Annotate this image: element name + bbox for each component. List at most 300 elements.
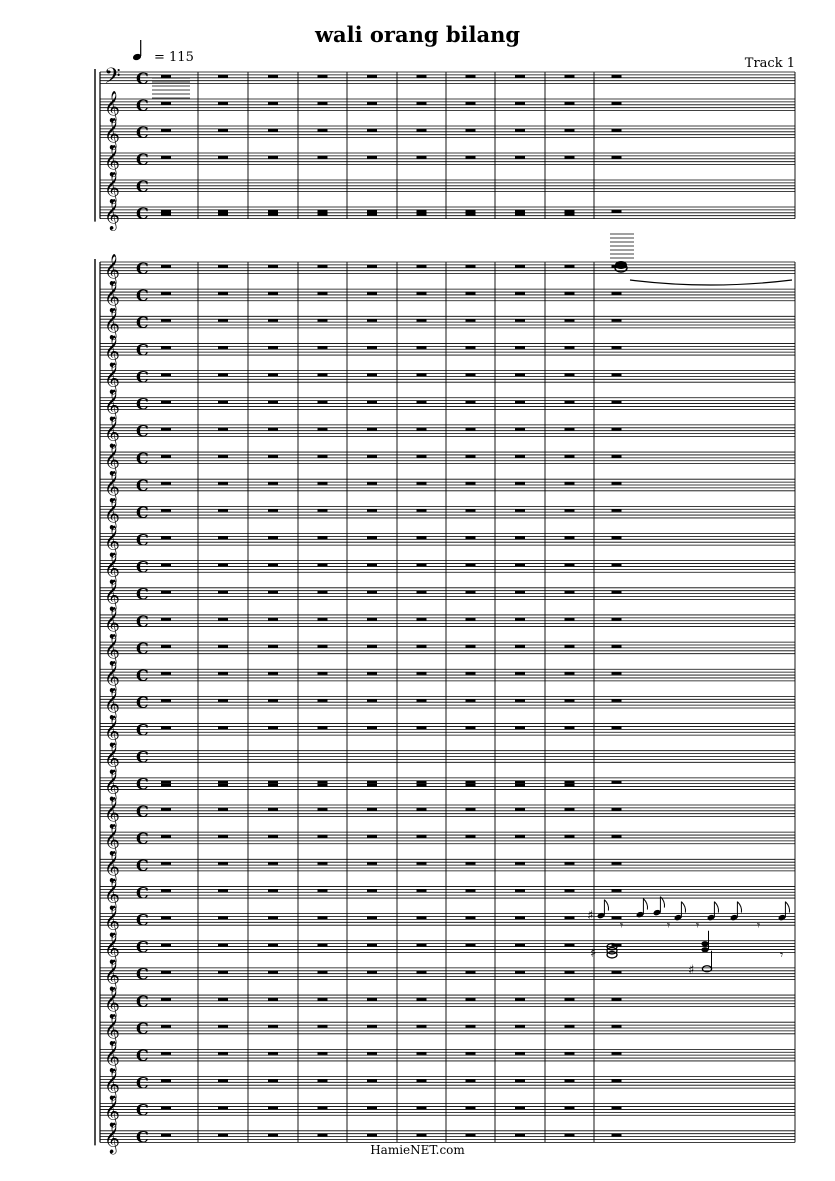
whole-rest <box>612 1106 622 1109</box>
treble-clef-icon: 𝄞 <box>104 253 120 285</box>
whole-rest <box>268 672 278 675</box>
time-signature: C <box>136 611 149 631</box>
whole-rest <box>318 971 328 974</box>
whole-rest <box>515 373 525 376</box>
whole-rest <box>218 482 228 485</box>
whole-rest <box>218 213 228 216</box>
whole-rest <box>612 998 622 1001</box>
time-signature: C <box>136 1019 149 1038</box>
whole-rest <box>515 1079 525 1082</box>
whole-rest <box>367 509 377 512</box>
whole-rest <box>161 156 171 159</box>
whole-rest <box>515 75 525 78</box>
time-signature: C <box>136 340 149 360</box>
whole-rest <box>161 808 171 811</box>
whole-rest <box>268 1052 278 1055</box>
time-signature: C <box>136 666 149 686</box>
treble-clef-icon: 𝄞 <box>104 959 120 991</box>
whole-rest <box>161 862 171 865</box>
whole-rest <box>565 808 575 811</box>
whole-rest <box>268 319 278 322</box>
treble-clef-icon: 𝄞 <box>104 117 120 149</box>
whole-rest <box>218 265 228 268</box>
time-signature: C <box>136 367 149 387</box>
chord-note <box>701 947 708 952</box>
whole-rest <box>515 509 525 512</box>
whole-rest <box>565 509 575 512</box>
whole-rest <box>367 672 377 675</box>
whole-rest <box>367 943 377 946</box>
whole-rest <box>612 536 622 539</box>
whole-rest <box>417 998 427 1001</box>
whole-rest <box>417 563 427 566</box>
whole-rest <box>218 889 228 892</box>
note-flag <box>681 902 685 913</box>
whole-rest <box>612 156 622 159</box>
time-signature: C <box>136 68 149 88</box>
whole-rest <box>466 835 476 838</box>
whole-rest <box>318 428 328 431</box>
whole-rest <box>612 835 622 838</box>
whole-rest <box>367 292 377 295</box>
whole-rest <box>565 536 575 539</box>
sharp-sign: ♯ <box>688 962 695 978</box>
bass-clef-icon: 𝄢 <box>104 63 121 94</box>
whole-rest <box>268 292 278 295</box>
whole-rest <box>268 889 278 892</box>
whole-rest <box>466 319 476 322</box>
whole-rest <box>466 1025 476 1028</box>
whole-rest <box>218 618 228 621</box>
whole-rest <box>218 591 228 594</box>
whole-rest <box>268 808 278 811</box>
whole-rest <box>515 781 525 784</box>
whole-rest <box>417 265 427 268</box>
treble-clef-icon: 𝄞 <box>104 986 120 1018</box>
whole-rest <box>268 210 278 213</box>
whole-rest <box>318 862 328 865</box>
eighth-rest: 𝄾 <box>667 918 671 933</box>
treble-clef-icon: 𝄞 <box>104 443 120 475</box>
whole-rest <box>612 726 622 729</box>
whole-rest <box>466 943 476 946</box>
whole-rest <box>268 943 278 946</box>
whole-rest <box>367 699 377 702</box>
whole-rest <box>268 916 278 919</box>
time-signature: C <box>136 149 149 169</box>
whole-rest <box>515 916 525 919</box>
whole-rest <box>161 75 171 78</box>
whole-rest <box>161 213 171 216</box>
whole-rest <box>466 156 476 159</box>
time-signature: C <box>136 176 149 196</box>
whole-rest <box>612 75 622 78</box>
whole-rest <box>565 482 575 485</box>
whole-rest <box>218 156 228 159</box>
whole-rest <box>417 889 427 892</box>
whole-rest <box>466 916 476 919</box>
whole-rest <box>268 591 278 594</box>
whole-rest <box>367 591 377 594</box>
whole-rest <box>565 783 575 786</box>
whole-rest <box>161 210 171 213</box>
whole-rest <box>161 1106 171 1109</box>
time-signature: C <box>136 747 149 767</box>
whole-rest <box>612 129 622 132</box>
whole-rest <box>565 781 575 784</box>
whole-rest <box>612 319 622 322</box>
time-signature: C <box>136 448 149 468</box>
time-signature: C <box>136 910 149 930</box>
whole-rest <box>565 971 575 974</box>
whole-rest <box>318 536 328 539</box>
whole-rest <box>218 373 228 376</box>
whole-rest <box>268 563 278 566</box>
whole-rest <box>318 618 328 621</box>
whole-rest <box>612 455 622 458</box>
whole-rest <box>318 265 328 268</box>
time-signature: C <box>136 774 149 794</box>
whole-rest <box>417 726 427 729</box>
instrument-name: Track 1 <box>744 56 795 71</box>
whole-rest <box>466 536 476 539</box>
whole-rest <box>466 265 476 268</box>
whole-rest <box>466 808 476 811</box>
whole-rest <box>218 672 228 675</box>
whole-rest <box>161 783 171 786</box>
whole-rest <box>612 618 622 621</box>
whole-rest <box>218 102 228 105</box>
whole-rest <box>612 672 622 675</box>
whole-rest <box>268 156 278 159</box>
whole-rest <box>161 699 171 702</box>
whole-rest <box>218 563 228 566</box>
treble-clef-icon: 𝄞 <box>104 715 120 747</box>
whole-rest <box>515 645 525 648</box>
whole-rest <box>367 1079 377 1082</box>
whole-rest <box>612 292 622 295</box>
whole-rest <box>515 455 525 458</box>
whole-rest <box>417 783 427 786</box>
whole-rest <box>318 509 328 512</box>
whole-rest <box>565 319 575 322</box>
whole-rest <box>612 971 622 974</box>
treble-clef-icon: 𝄞 <box>104 471 120 502</box>
whole-rest <box>161 943 171 946</box>
whole-rest <box>161 509 171 512</box>
whole-rest <box>417 862 427 865</box>
time-signature: C <box>136 95 149 115</box>
treble-clef-icon: 𝄞 <box>104 171 120 203</box>
treble-clef-icon: 𝄞 <box>104 1014 120 1045</box>
whole-rest <box>466 1134 476 1137</box>
whole-rest <box>218 455 228 458</box>
whole-rest <box>612 1079 622 1082</box>
whole-rest <box>161 400 171 403</box>
whole-rest <box>515 998 525 1001</box>
whole-rest <box>218 1079 228 1082</box>
whole-rest <box>318 373 328 376</box>
whole-rest <box>466 482 476 485</box>
whole-rest <box>565 943 575 946</box>
whole-rest <box>268 862 278 865</box>
time-signature: C <box>136 1127 149 1147</box>
whole-rest <box>466 455 476 458</box>
whole-rest <box>612 482 622 485</box>
whole-rest <box>318 699 328 702</box>
time-signature: C <box>136 828 149 848</box>
whole-rest <box>367 400 377 403</box>
whole-rest <box>218 129 228 132</box>
whole-rest <box>268 783 278 786</box>
whole-rest <box>318 783 328 786</box>
note-flag <box>737 902 741 913</box>
treble-clef-icon: 𝄞 <box>104 796 120 828</box>
whole-rest <box>318 591 328 594</box>
whole-rest <box>161 1079 171 1082</box>
treble-clef-icon: 𝄞 <box>104 144 120 176</box>
whole-rest <box>417 346 427 349</box>
whole-rest <box>318 455 328 458</box>
whole-rest <box>161 781 171 784</box>
treble-clef-icon: 𝄞 <box>104 579 120 611</box>
whole-rest <box>268 213 278 216</box>
whole-rest <box>367 319 377 322</box>
whole-rest <box>318 400 328 403</box>
eighth-rest: 𝄾 <box>780 947 784 962</box>
whole-rest <box>417 373 427 376</box>
whole-rest <box>367 428 377 431</box>
whole-rest <box>318 482 328 485</box>
whole-rest <box>367 75 377 78</box>
whole-rest <box>612 373 622 376</box>
whole-rest <box>318 1052 328 1055</box>
whole-rest <box>417 916 427 919</box>
whole-rest <box>161 346 171 349</box>
whole-rest <box>218 783 228 786</box>
whole-rest <box>515 428 525 431</box>
whole-rest <box>367 835 377 838</box>
whole-rest <box>417 129 427 132</box>
whole-rest <box>466 783 476 786</box>
whole-rest <box>268 373 278 376</box>
whole-rest <box>565 726 575 729</box>
whole-rest <box>161 129 171 132</box>
whole-rest <box>466 591 476 594</box>
whole-rest <box>565 265 575 268</box>
time-signature: C <box>136 313 149 333</box>
whole-rest <box>161 645 171 648</box>
whole-rest <box>565 835 575 838</box>
whole-rest <box>367 645 377 648</box>
time-signature: C <box>136 720 149 740</box>
whole-rest <box>515 808 525 811</box>
time-signature: C <box>136 285 149 305</box>
whole-rest <box>318 835 328 838</box>
whole-rest <box>161 102 171 105</box>
whole-rest <box>218 862 228 865</box>
whole-rest <box>218 943 228 946</box>
whole-rest <box>515 129 525 132</box>
note-flag <box>604 900 608 911</box>
whole-rest <box>161 1052 171 1055</box>
whole-rest <box>367 213 377 216</box>
whole-rest <box>515 889 525 892</box>
whole-rest <box>417 781 427 784</box>
footer-credit: HamieNET.com <box>370 1143 465 1157</box>
whole-rest <box>565 1052 575 1055</box>
whole-rest <box>515 346 525 349</box>
whole-rest <box>466 618 476 621</box>
treble-clef-icon: 𝄞 <box>104 688 120 720</box>
whole-rest <box>218 400 228 403</box>
whole-rest <box>466 129 476 132</box>
eighth-rest: 𝄾 <box>696 918 700 933</box>
treble-clef-icon: 𝄞 <box>104 932 120 964</box>
whole-rest <box>318 129 328 132</box>
whole-rest <box>612 563 622 566</box>
whole-rest <box>318 346 328 349</box>
whole-rest <box>466 781 476 784</box>
whole-rest <box>268 400 278 403</box>
whole-rest <box>218 835 228 838</box>
time-signature: C <box>136 122 149 142</box>
whole-rest <box>466 862 476 865</box>
whole-rest <box>612 808 622 811</box>
whole-rest <box>268 618 278 621</box>
whole-rest <box>612 781 622 784</box>
tie <box>630 280 792 285</box>
whole-rest <box>417 808 427 811</box>
whole-rest <box>161 618 171 621</box>
whole-rest <box>268 482 278 485</box>
whole-rest <box>466 1106 476 1109</box>
whole-rest <box>318 943 328 946</box>
whole-rest <box>367 726 377 729</box>
whole-rest <box>318 1134 328 1137</box>
whole-rest <box>466 509 476 512</box>
time-signature: C <box>136 1073 149 1093</box>
whole-rest <box>161 265 171 268</box>
treble-clef-icon: 𝄞 <box>104 661 120 693</box>
whole-rest <box>367 1052 377 1055</box>
whole-rest <box>367 373 377 376</box>
whole-rest <box>367 1025 377 1028</box>
time-signature: C <box>136 991 149 1011</box>
whole-rest <box>367 781 377 784</box>
whole-rest <box>515 319 525 322</box>
whole-rest <box>161 428 171 431</box>
whole-rest <box>417 509 427 512</box>
whole-rest <box>318 292 328 295</box>
whole-rest <box>565 1025 575 1028</box>
whole-rest <box>417 672 427 675</box>
whole-rest <box>161 536 171 539</box>
treble-clef-icon: 𝄞 <box>104 742 120 774</box>
whole-rest <box>268 998 278 1001</box>
whole-rest <box>268 645 278 648</box>
whole-rest <box>417 319 427 322</box>
whole-rest <box>417 213 427 216</box>
whole-rest <box>417 1106 427 1109</box>
whole-rest <box>515 943 525 946</box>
whole-rest <box>565 129 575 132</box>
whole-rest <box>466 210 476 213</box>
whole-rest <box>367 889 377 892</box>
chord-note <box>701 941 708 946</box>
time-signature: C <box>136 530 149 550</box>
whole-rest <box>612 1052 622 1055</box>
whole-rest <box>612 428 622 431</box>
time-signature: C <box>136 856 149 876</box>
treble-clef-icon: 𝄞 <box>104 389 120 421</box>
whole-rest <box>515 726 525 729</box>
whole-rest <box>218 1134 228 1137</box>
treble-clef-icon: 𝄞 <box>104 851 120 883</box>
whole-rest <box>565 1079 575 1082</box>
whole-rest <box>218 292 228 295</box>
whole-rest <box>565 455 575 458</box>
whole-rest <box>565 1106 575 1109</box>
whole-rest <box>565 699 575 702</box>
whole-rest <box>218 428 228 431</box>
whole-rest <box>318 998 328 1001</box>
note-flag <box>714 902 718 913</box>
page-title: wali orang bilang <box>314 22 521 47</box>
whole-rest <box>268 1134 278 1137</box>
whole-rest <box>466 292 476 295</box>
whole-rest <box>367 455 377 458</box>
whole-rest <box>367 156 377 159</box>
whole-rest <box>218 509 228 512</box>
whole-rest <box>161 889 171 892</box>
whole-rest <box>161 672 171 675</box>
time-signature: C <box>136 937 149 957</box>
whole-rest <box>367 482 377 485</box>
whole-rest <box>268 509 278 512</box>
whole-rest <box>466 645 476 648</box>
whole-rest <box>218 808 228 811</box>
time-signature: C <box>136 1100 149 1120</box>
whole-rest <box>318 1025 328 1028</box>
whole-rest <box>515 862 525 865</box>
whole-rest <box>318 213 328 216</box>
treble-clef-icon: 𝄞 <box>104 552 120 584</box>
whole-rest <box>612 400 622 403</box>
whole-rest <box>218 781 228 784</box>
time-signature: C <box>136 693 149 713</box>
treble-clef-icon: 𝄞 <box>104 1122 120 1154</box>
time-signature: C <box>136 503 149 523</box>
time-signature: C <box>136 801 149 821</box>
whole-rest <box>218 971 228 974</box>
whole-rest <box>367 1106 377 1109</box>
whole-rest <box>161 1134 171 1137</box>
whole-rest <box>161 563 171 566</box>
whole-rest <box>565 889 575 892</box>
time-signature: C <box>136 203 149 223</box>
whole-rest <box>161 998 171 1001</box>
whole-rest <box>367 808 377 811</box>
time-signature: C <box>136 638 149 658</box>
eighth-rest: 𝄾 <box>620 918 624 933</box>
treble-clef-icon: 𝄞 <box>104 280 120 312</box>
treble-clef-icon: 𝄞 <box>104 1095 120 1127</box>
tempo-value: = 115 <box>154 50 194 65</box>
time-signature: C <box>136 394 149 414</box>
whole-rest <box>466 1052 476 1055</box>
treble-clef-icon: 𝄞 <box>104 1041 120 1073</box>
